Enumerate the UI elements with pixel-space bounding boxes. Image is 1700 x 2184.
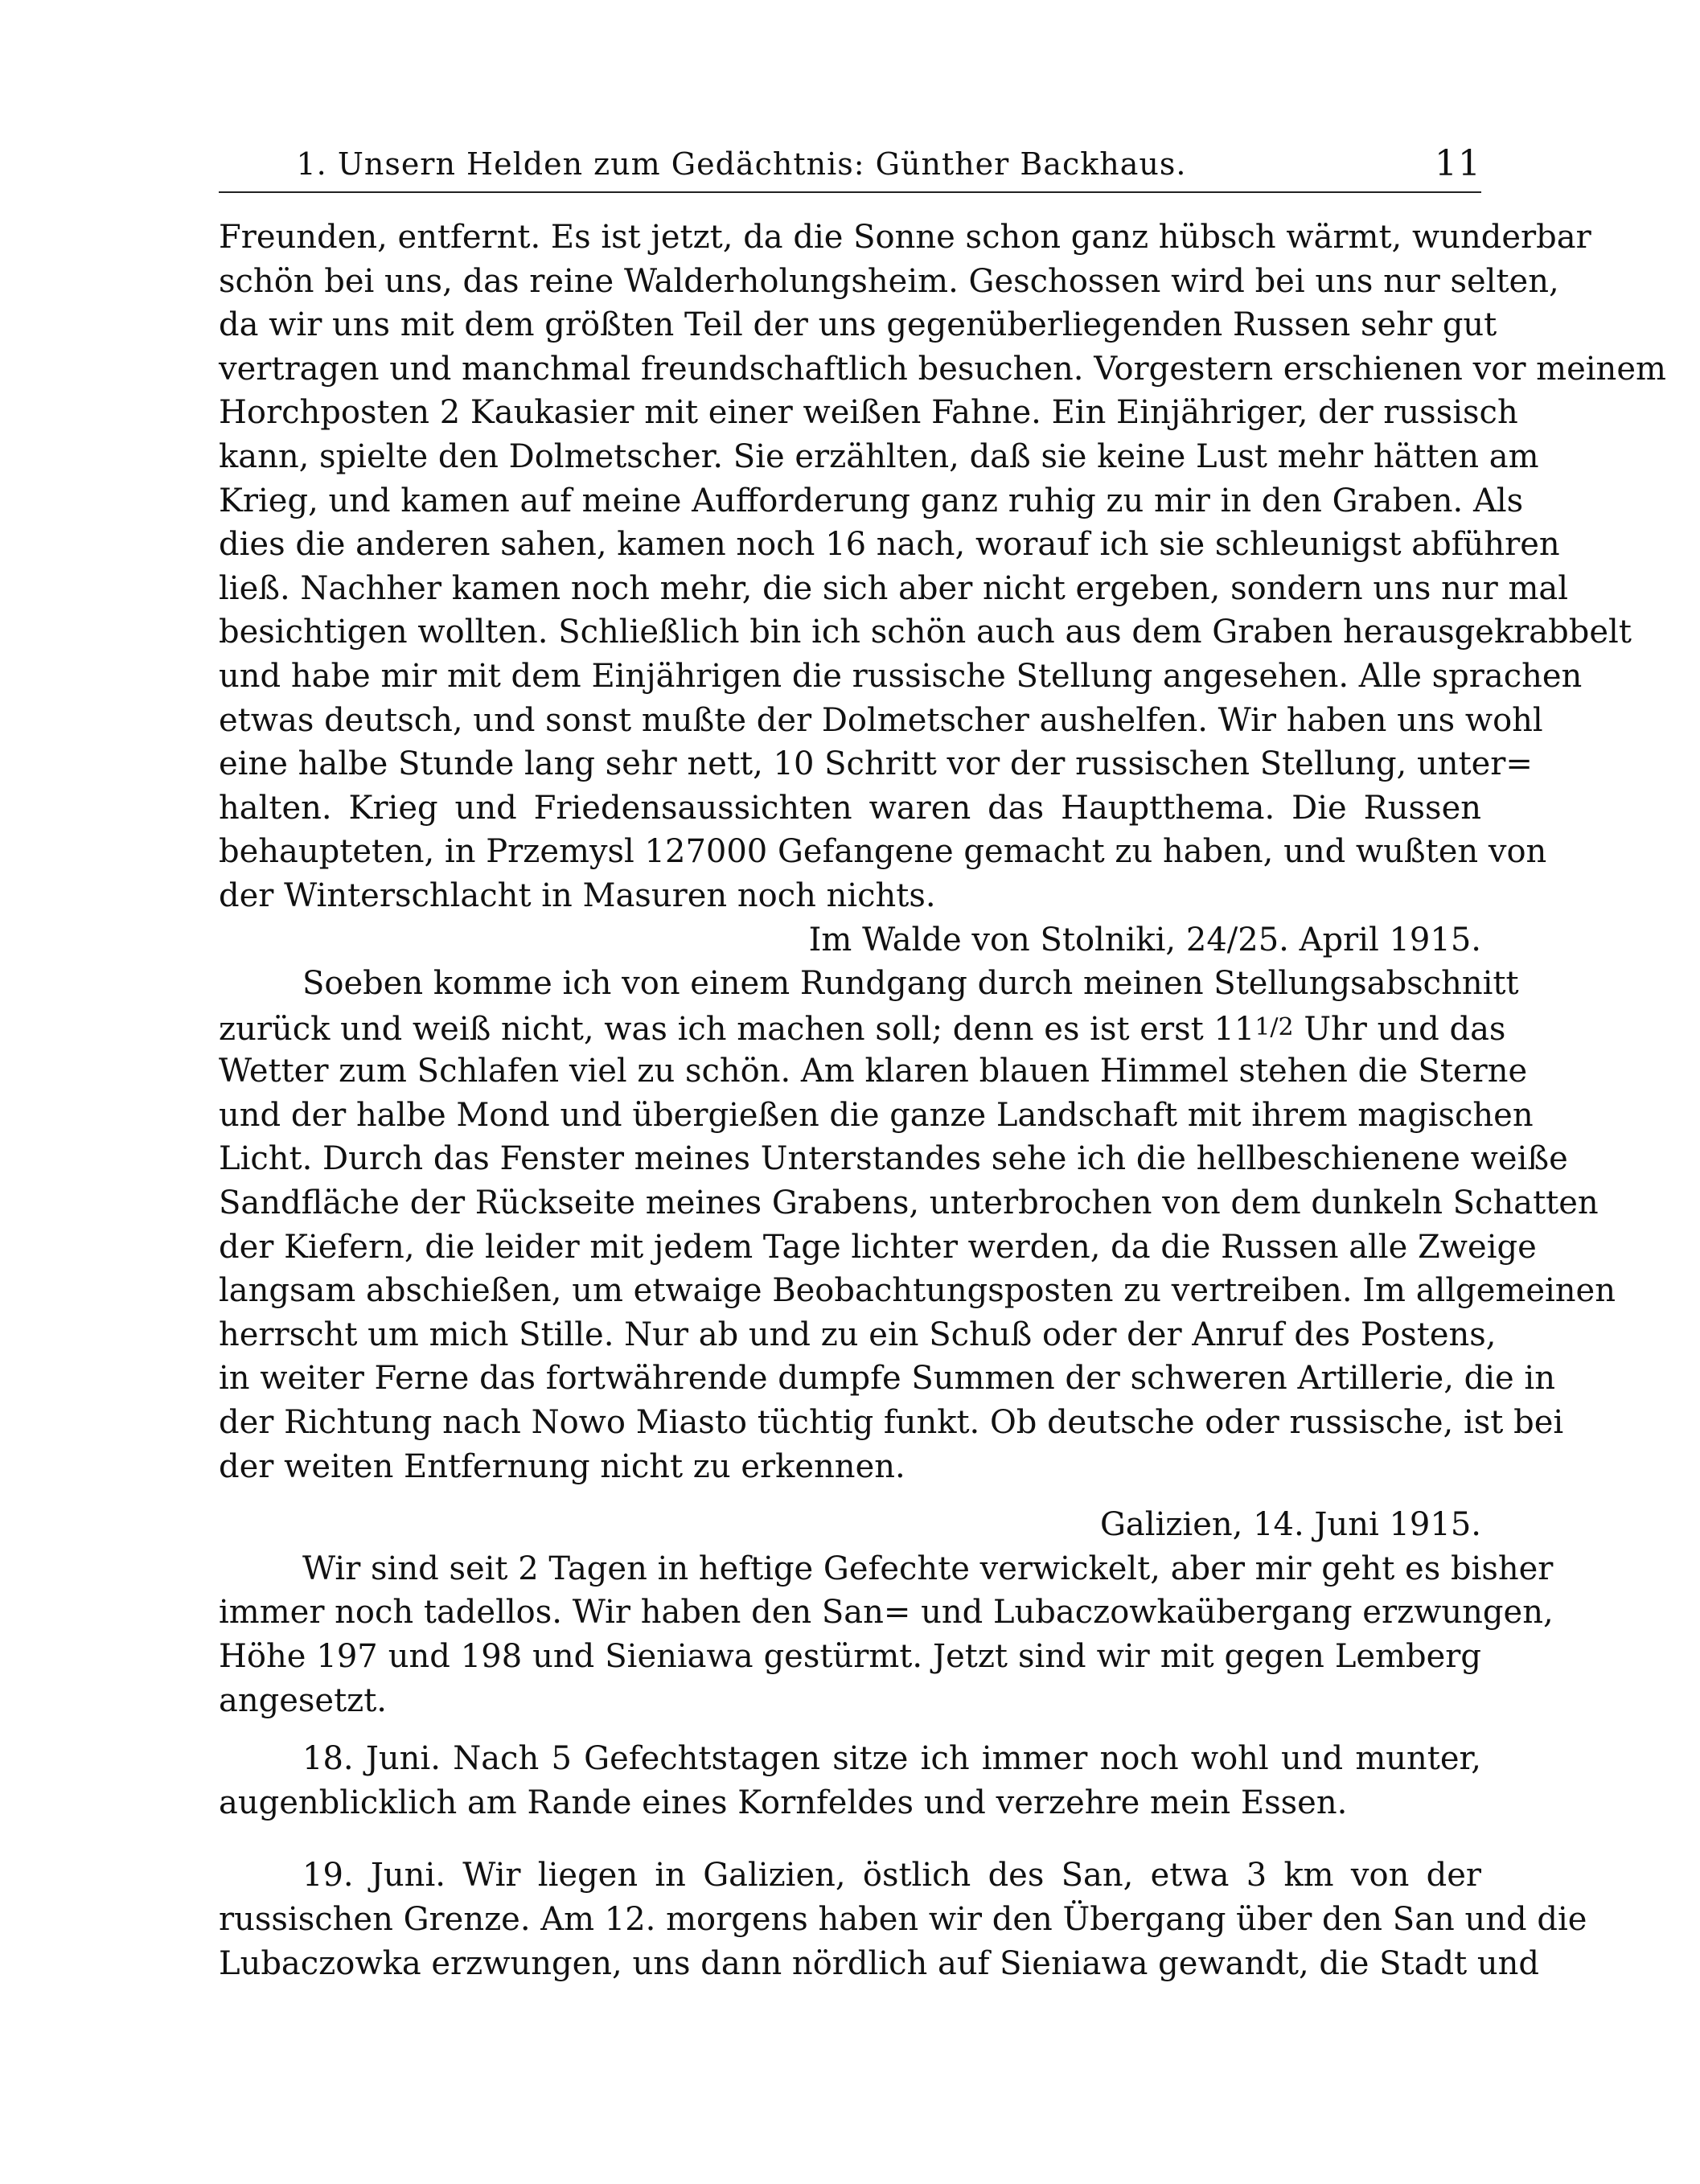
spacer bbox=[219, 1722, 1481, 1737]
text-line: kann, spielte den Dolmetscher. Sie erzählten, daß sie keine Lust mehr hätten am bbox=[219, 437, 1539, 475]
text-line bbox=[219, 1006, 1506, 1050]
paragraph-freunden bbox=[219, 216, 1666, 918]
dateline-galizien: Galizien, 14. Juni 1915. bbox=[1099, 1506, 1481, 1544]
text-line: etwas deutsch, und sonst mußte der Dolmetscher aushelfen. Wir haben uns wohl bbox=[219, 701, 1543, 739]
paragraph-gefechte bbox=[219, 1547, 1554, 1722]
text-line: Wir sind seit 2 Tagen in heftige Gefechte verwickelt, aber mir geht es bisher bbox=[302, 1550, 1554, 1587]
text-line: da wir uns mit dem größten Teil der uns gegenüberliegenden Russen sehr gut bbox=[219, 306, 1497, 344]
header-rule bbox=[219, 191, 1481, 193]
text-line: Sandfläche der Rückseite meines Grabens, unterbrochen von dem dunkeln Schatten bbox=[219, 1184, 1599, 1222]
text-line: russischen Grenze. Am 12. morgens haben wir den Übergang über den San und die bbox=[219, 1900, 1587, 1938]
text-line: behaupteten, in Przemysl 127000 Gefangene gemacht zu haben, und wußten von bbox=[219, 833, 1547, 871]
time-fraction: 1/2 bbox=[1254, 1012, 1294, 1041]
text-line: 19. Juni. Wir liegen in Galizien, östlich des San, etwa 3 km von der bbox=[302, 1857, 1481, 1895]
text-line: ließ. Nachher kamen noch mehr, die sich aber nicht ergeben, sondern uns nur mal bbox=[219, 569, 1569, 607]
text-line: augenblicklich am Rande eines Kornfeldes und verzehre mein Essen. bbox=[219, 1784, 1348, 1821]
time-value: 111/2 bbox=[1213, 1010, 1294, 1048]
spacer bbox=[219, 1488, 1481, 1503]
text-line: herrscht um mich Stille. Nur ab und zu ein Schuß oder der Anruf des Postens, bbox=[219, 1316, 1497, 1353]
text-line: der weiten Entfernung nicht zu erkennen. bbox=[219, 1447, 905, 1485]
text-line: eine halbe Stunde lang sehr nett, 10 Schritt vor der russischen Stellung, unter= bbox=[219, 745, 1533, 783]
letter-text bbox=[219, 216, 1666, 1985]
text-line: angesetzt. bbox=[219, 1681, 388, 1719]
text-line: Horchposten 2 Kaukasier mit einer weißen Fahne. Ein Einjähriger, der russisch bbox=[219, 394, 1518, 432]
running-head bbox=[219, 143, 1481, 191]
text-line: Soeben komme ich von einem Rundgang durch meinen Stellungsabschnitt bbox=[302, 965, 1519, 1003]
text-line: und der halbe Mond und übergießen die ganze Landschaft mit ihrem magischen bbox=[219, 1096, 1534, 1134]
text-line: Krieg, und kamen auf meine Aufforderung ganz ruhig zu mir in den Graben. Als bbox=[219, 482, 1524, 519]
text-line: in weiter Ferne das fortwährende dumpfe Summen der schweren Artillerie, die in bbox=[219, 1360, 1555, 1398]
spacer bbox=[219, 1825, 1481, 1854]
text-line: schön bei uns, das reine Walderholungsheim. Geschossen wird bei uns nur selten, bbox=[219, 262, 1559, 300]
text-line: vertragen und manchmal freundschaftlich besuchen. Vorgestern erschienen vor meinem bbox=[219, 350, 1666, 388]
text-line: halten. Krieg und Friedensaussichten waren das Hauptthema. Die Russen bbox=[219, 789, 1481, 827]
text-fragment: Uhr und das bbox=[1304, 1010, 1506, 1048]
text-line: Lubaczowka erzwungen, uns dann nördlich auf Sieniawa gewandt, die Stadt und bbox=[219, 1944, 1540, 1982]
text-line: Freunden, entfernt. Es ist jetzt, da die Sonne schon ganz hübsch wärmt, wunderbar bbox=[219, 219, 1591, 256]
page-number: 11 bbox=[1435, 143, 1481, 184]
dateline-stolniki: Im Walde von Stolniki, 24/25. April 1915. bbox=[808, 921, 1481, 959]
text-line: der Richtung nach Nowo Miasto tüchtig funkt. Ob deutsche oder russische, ist bei bbox=[219, 1404, 1564, 1442]
text-fragment: zurück und weiß nicht, was ich machen soll; denn es ist erst bbox=[219, 1010, 1204, 1048]
text-line: immer noch tadellos. Wir haben den San= und Lubaczowkaübergang erzwungen, bbox=[219, 1594, 1554, 1632]
paragraph-rundgang bbox=[219, 962, 1616, 1488]
text-line: dies die anderen sahen, kamen noch 16 nach, worauf ich sie schleunigst abführen bbox=[219, 526, 1560, 564]
text-line: der Winterschlacht in Masuren noch nichts. bbox=[219, 876, 936, 914]
text-line: Wetter zum Schlafen viel zu schön. Am klaren blauen Himmel stehen die Sterne bbox=[219, 1053, 1528, 1090]
text-line: und habe mir mit dem Einjährigen die russische Stellung angesehen. Alle sprachen bbox=[219, 657, 1583, 695]
text-line: besichtigen wollten. Schließlich bin ich schön auch aus dem Graben herausgekrabbelt bbox=[219, 614, 1632, 651]
text-line: Höhe 197 und 198 und Sieniawa gestürmt. Jetzt sind wir mit gegen Lemberg bbox=[219, 1638, 1481, 1675]
paragraph-18-juni bbox=[219, 1737, 1481, 1825]
text-line: Licht. Durch das Fenster meines Unterstandes sehe ich die hellbeschienene weiße bbox=[219, 1140, 1568, 1178]
text-line: 18. Juni. Nach 5 Gefechtstagen sitze ich immer noch wohl und munter, bbox=[302, 1740, 1481, 1778]
text-line: langsam abschießen, um etwaige Beobachtungsposten zu vertreiben. Im allgemeinen bbox=[219, 1272, 1616, 1310]
running-head-title: 1. Unsern Helden zum Gedächtnis: Günther Backhaus. bbox=[296, 146, 1187, 182]
text-line: der Kiefern, die leider mit jedem Tage lichter werden, da die Russen alle Zweige bbox=[219, 1228, 1537, 1266]
paragraph-19-juni bbox=[219, 1854, 1587, 1985]
